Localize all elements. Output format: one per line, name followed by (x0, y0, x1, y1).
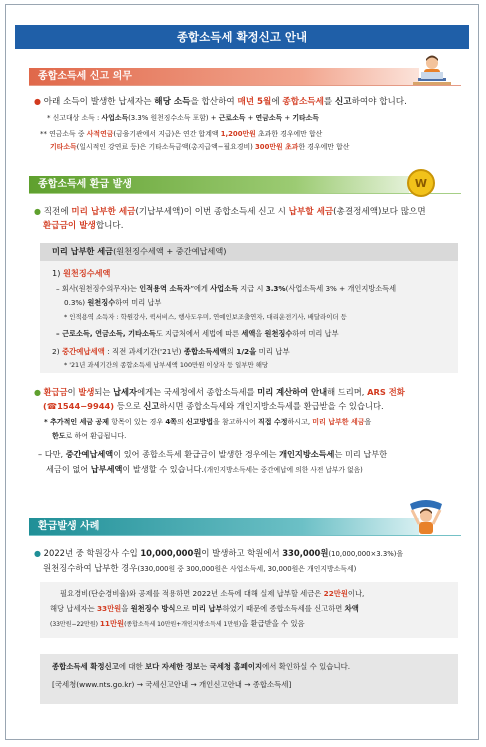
text-run: 항목이 있는 경우 (109, 418, 166, 426)
refund-guide-line2 (43, 400, 384, 413)
text-run: 1) (52, 268, 64, 278)
text-run: (10,000,000×3.3%)을 (328, 550, 404, 558)
text-run: 아래 소득이 발생한 납세자는 (43, 97, 155, 107)
text-run: 미리 납부한 세금 (312, 418, 365, 426)
local-tax-note-2 (46, 463, 363, 477)
svg-text:W: W (414, 177, 428, 190)
section-heading-refund: 종합소득세 환급 발생 (29, 176, 409, 193)
text-run: 11만원 (99, 619, 125, 628)
nts-website-path[interactable]: [국세청(www.nts.go.kr) → 국세신고안내 → 개인신고안내 → 종합소득세] (52, 680, 292, 689)
text-run: 을 환급받을 수 있음 (241, 619, 305, 628)
text-run: 1,200만원 (220, 130, 256, 138)
text-run: 을 (364, 418, 372, 426)
text-run: 0.3%) (64, 298, 88, 307)
text-run: 의 (176, 418, 186, 426)
text-run: 미리 납부 (256, 347, 290, 356)
text-run: 납부할 세금 (288, 207, 334, 217)
prepaid-tax-panel-title (52, 245, 226, 258)
text-run: 기타소득 (292, 114, 319, 122)
withholding-desc-1 (56, 283, 396, 294)
text-run: 을 참고하시어 (213, 418, 259, 426)
text-run: 로 하여 환급됩니다. (65, 432, 127, 440)
text-run: (기납부세액)이 이번 종합소득세 신고 시 (135, 207, 289, 217)
text-run: 필요경비(단순경비율)와 공제를 적용하면 2022년 소득에 대해 실제 납부할 세금은 (60, 589, 324, 598)
text-run: 국세청 홈페이지 (209, 662, 263, 671)
text-run: 직접 수정 (258, 418, 288, 426)
withholding-desc-2 (64, 297, 161, 308)
more-info-text (52, 661, 350, 672)
text-run: 33만원 (96, 604, 122, 613)
text-run: 3.3% (265, 284, 286, 293)
text-run: 이 발생할 수 있습니다. (122, 464, 204, 474)
text-run: 신고방법 (185, 418, 214, 426)
text-run: 330,000원 (282, 548, 329, 558)
text-run: 미리 납부한 세금 (71, 207, 136, 217)
text-run: * 추가적인 세금 공제 (44, 418, 110, 426)
text-run: 사업소득 (210, 284, 239, 293)
example-line1: ● 2022년 중 학원강사 수입 10,000,000원이 발생하고 학원에서 330,000원(10,000,000×3.3%)을 (34, 548, 404, 558)
text-run: 해당 소득 (154, 97, 191, 107)
text-run: 는 (200, 662, 210, 671)
text-run: 연금소득 (255, 114, 283, 122)
text-run: 는 미리 납부한 (334, 449, 388, 459)
text-run: 을 합산하여 (190, 97, 238, 107)
person-laptop-icon (410, 54, 454, 88)
refund-guide-line1: ● 환급금이 발생되는 납세자에게는 국세청에서 종합소득세를 미리 계산하여 안내해 드리며, ARS 전화 (34, 387, 405, 397)
text-run: 하여 미리 납부 (115, 298, 162, 307)
text-run: + (245, 114, 256, 122)
text-run: 22만원 (323, 589, 348, 598)
text-run: 1/2을 (236, 347, 257, 356)
labor-provider-note: * 인적용역 소득자 : 학원강사, 퀵서비스, 행사도우미, 연예인보조출연자, 대리운전기사, 배달라이더 등 (64, 313, 347, 321)
section-heading-refund-example: 환급발생 사례 (29, 518, 419, 535)
text-run: (원천징수세액 + 중간예납세액) (113, 246, 227, 256)
text-run: 를 (323, 97, 335, 107)
text-run: 초과한 경우에만 합산 (255, 130, 323, 138)
text-run: 신고 (143, 401, 160, 411)
interim-prepayment-note: * '21년 과세기간의 종합소득세 납부세액 100만원 이상자 등 일부만 해당 (64, 361, 269, 369)
text-run: (총결정세액)보다 많으면 (333, 207, 426, 217)
divider (29, 535, 461, 536)
text-run: 등으로 (114, 401, 144, 411)
text-run: ** 연금소득 중 (40, 130, 87, 138)
text-run: 으로 (175, 604, 192, 613)
text-run: 신고 (334, 97, 352, 107)
text-run: (종합소득세 10만원+개인지방소득세 1만원) (124, 621, 242, 628)
other-withholding (56, 328, 339, 339)
text-run: 을 (255, 329, 265, 338)
text-run: (3.3% 원천징수소득 포함) + (128, 114, 219, 122)
text-run: ”에게 (190, 284, 211, 293)
text-run: (일시적인 강연료 등)은 기타소득금액(총지급액−필요경비) (76, 143, 256, 151)
text-run: 에 (271, 97, 283, 107)
text-run: 을 (121, 604, 131, 613)
won-coin-icon (406, 168, 436, 198)
text-run: 하였기 때문에 종합소득세를 신고하면 (222, 604, 345, 613)
text-run: 도 지급처에서 세법에 따른 (155, 329, 242, 338)
text-run: 매년 5월 (237, 97, 272, 107)
text-run: 근로소득 (218, 114, 246, 122)
text-run: 차액 (344, 604, 359, 613)
text-run: (33만원−22만원) (50, 621, 100, 628)
text-run: 10,000,000원 (140, 548, 202, 558)
text-run: 하시고, (287, 418, 313, 426)
text-run: 되는 (94, 387, 114, 397)
divider (29, 193, 461, 194)
pension-note (40, 129, 322, 140)
divider (29, 85, 461, 86)
filing-duty-text: ● 아래 소득이 발생한 납세자는 해당 소득을 합산하여 매년 5월에 종합소득세를 신고하여야 합니다. (34, 97, 407, 107)
text-run: ARS 전화 (367, 387, 405, 397)
text-run: 미리 계산하여 안내 (257, 387, 328, 397)
example-calc-2 (50, 603, 359, 614)
text-run: 종합소득세 확정신고 (52, 662, 119, 671)
text-run: 에 대한 (118, 662, 145, 671)
text-run: 이나, (347, 589, 365, 598)
text-run: + (282, 114, 293, 122)
text-run: 이 (67, 387, 79, 397)
text-run: * 신고대상 소득 : (47, 114, 102, 122)
text-run: 납세자 (113, 387, 138, 397)
text-run: 보다 자세한 정보 (144, 662, 201, 671)
text-run: 합니다. (95, 221, 124, 231)
text-run: 종합소득세 (282, 97, 324, 107)
text-run: : 직전 과세기간('21년) (104, 347, 184, 356)
deduction-note-2 (52, 431, 126, 442)
text-run: 미리 납부 (191, 604, 223, 613)
text-run: 해 드리며, (327, 387, 368, 397)
refund-condition-line2 (43, 220, 123, 233)
text-run: 4쪽 (165, 418, 177, 426)
example-line2 (43, 562, 356, 576)
other-income-note (50, 142, 349, 153)
income-types-note (47, 113, 319, 124)
example-calc-3 (50, 618, 305, 630)
text-run: 에게는 국세청에서 종합소득세를 (137, 387, 258, 397)
text-run: 중간예납세액 (65, 449, 114, 459)
text-run: 하시면 종합소득세와 개인지방소득세를 환급받을 수 있습니다. (159, 401, 384, 411)
text-run: 환급금 (43, 387, 68, 397)
text-run: (금융기관에서 지급)은 연간 합계액 (113, 130, 221, 138)
text-run: 이 발생하고 학원에서 (201, 548, 283, 558)
text-run: 300만원 초과 (255, 143, 299, 151)
text-run: – 회사(원천징수의무자)는 (56, 284, 140, 293)
refund-condition-line1: ● 직전에 미리 납부한 세금(기납부세액)이 이번 종합소득세 신고 시 납부할 세금(총결정세액)보다 많으면 (34, 207, 426, 217)
text-run: (사업소득세 3% + 개인지방소득세 (285, 284, 397, 293)
text-run: 한도 (52, 432, 66, 440)
text-run: 지급 시 (238, 284, 266, 293)
text-run: 직전에 (43, 207, 72, 217)
text-run: 원천징수 (264, 329, 293, 338)
text-run: 세금이 없어 (46, 464, 91, 474)
text-run: (330,000원 중 300,000원은 사업소득세, 30,000원은 개인지방소득세) (137, 565, 357, 573)
text-run: 원천징수 방식 (130, 604, 176, 613)
text-run: 2) (52, 347, 62, 356)
local-tax-note-1 (38, 448, 387, 461)
text-run: 세액 (241, 329, 256, 338)
text-run: 2022년 중 학원강사 수입 (43, 548, 141, 558)
text-run: – 근로소득, 연금소득, 기타소득 (56, 329, 156, 338)
section-heading-filing-duty: 종합소득세 신고 의무 (29, 68, 419, 85)
text-run: (개인지방소득세는 중간예납에 의한 사전 납부가 없음) (204, 466, 363, 474)
text-run: 미리 납부한 세금 (52, 246, 114, 256)
text-run: 해당 납세자는 (50, 604, 97, 613)
text-run: (☎1544−9944) (43, 401, 115, 411)
text-run: 원천징수세액 (63, 268, 111, 278)
example-calc-1 (60, 588, 364, 599)
text-run: 환급금이 발생 (43, 221, 96, 231)
text-run: 하여야 합니다. (351, 97, 407, 107)
text-run: 발생 (78, 387, 95, 397)
text-run: 종합소득세액 (183, 347, 227, 356)
interim-prepayment (52, 346, 290, 357)
text-run: 하여 미리 납부 (292, 329, 339, 338)
withholding-title (52, 267, 110, 280)
text-run: 원천징수 (87, 298, 116, 307)
text-run: 납부세액 (90, 464, 123, 474)
text-run: 에서 확인하실 수 있습니다. (262, 662, 351, 671)
text-run: 사업소득 (101, 114, 129, 122)
text-run: – 다만, (38, 449, 66, 459)
deduction-note-1 (44, 417, 371, 428)
text-run: 중간예납세액 (61, 347, 105, 356)
rich-text (44, 97, 407, 107)
text-run: 인적용역 소득자 (139, 284, 191, 293)
text-run: 의 (226, 347, 237, 356)
cheering-person-icon (406, 496, 446, 536)
text-run: 개인지방소득세 (279, 449, 335, 459)
text-run: 사적연금 (86, 130, 114, 138)
text-run: 이 있어 종합소득세 환급금이 발생한 경우에는 (113, 449, 280, 459)
text-run: 한 경우에만 합산 (298, 143, 350, 151)
page-title: 종합소득세 확정신고 안내 (15, 25, 469, 49)
text-run: 기타소득 (50, 143, 77, 151)
text-run: 원천징수하여 납부한 경우 (43, 563, 138, 573)
